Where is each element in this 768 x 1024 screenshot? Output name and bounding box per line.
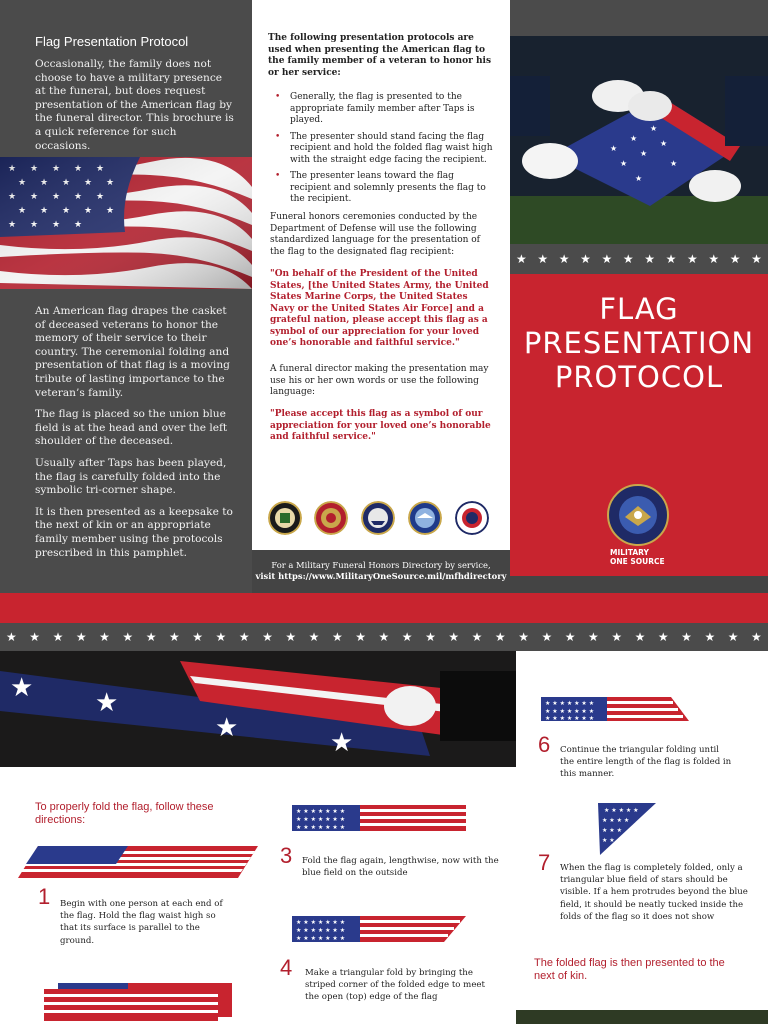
svg-text:★ ★ ★ ★ ★ ★ ★: ★ ★ ★ ★ ★ ★ ★ <box>545 708 595 715</box>
footer-line: For a Military Funeral Honors Directory by service, <box>271 560 491 570</box>
bullet-icon: • <box>275 131 281 142</box>
cover-title-line: PRESENTATION <box>523 326 755 360</box>
directory-footer <box>252 560 510 582</box>
svg-text:★: ★ <box>620 159 628 168</box>
svg-text:★ ★ ★ ★ ★ ★ ★: ★ ★ ★ ★ ★ ★ ★ <box>296 919 346 926</box>
completed-triangle-flag-illustration <box>598 803 656 855</box>
star-band-right: ★ ★ ★ ★ ★ ★ ★ ★ ★ ★ ★ ★ <box>510 244 768 274</box>
department-of-defense-seal-icon <box>607 484 669 546</box>
air-force-seal-icon <box>408 501 442 535</box>
svg-text:★: ★ <box>670 159 678 168</box>
dod-paragraph: Funeral honors ceremonies conducted by the Department of Defense will use the following standardized language for the presentation of the flag to the designated flag recipient: <box>270 212 481 257</box>
step-number: 1 <box>38 884 51 909</box>
navy-seal-icon <box>361 501 395 535</box>
star-band-full: ★ ★ ★ ★ ★ ★ ★ ★ ★ ★ ★ ★ ★ ★ ★ ★ ★ ★ ★ ★ ★ ★ ★ ★ ★ ★ ★ ★ ★ ★ ★ ★ ★ <box>0 623 768 651</box>
red-divider-band <box>0 593 768 623</box>
marine-corps-seal-icon <box>314 501 348 535</box>
director-quote: "Please accept this flag as a symbol of our appreciation for your loved one’s honorable and faithful service." <box>270 409 491 442</box>
army-seal-icon <box>268 501 302 535</box>
step-text: When the flag is completely folded, only a triangular blue field of stars should be visible. If a hem protrudes beyond the blue field, it should be neatly tucked inside the folds of the flag so it does not show <box>560 863 748 922</box>
svg-text:★: ★ <box>610 144 618 153</box>
cover-title <box>510 292 768 394</box>
svg-text:★ ★ ★ ★ ★ ★ ★: ★ ★ ★ ★ ★ ★ ★ <box>296 824 346 831</box>
step-number: 7 <box>538 850 551 875</box>
half-folded-flag-illustration <box>44 983 232 1021</box>
svg-text:★ ★ ★ ★ ★ ★ ★: ★ ★ ★ ★ ★ ★ ★ <box>545 700 595 707</box>
final-note: The folded flag is then presented to the next of kin. <box>534 957 725 982</box>
svg-text:★ ★ ★ ★ ★ ★ ★: ★ ★ ★ ★ ★ ★ ★ <box>296 927 346 934</box>
flag-folding-photo <box>0 651 516 767</box>
step-number: 6 <box>538 732 551 757</box>
right-top-strip <box>510 0 768 36</box>
svg-text:★: ★ <box>10 673 34 703</box>
left-intro: Occasionally, the family does not choose to have a military presence at the funeral, but does request presentation of the American flag by the funeral director. This brochure is a quick reference for such occasions. <box>35 58 234 152</box>
continued-fold-flag-illustration <box>541 697 689 721</box>
svg-text:★ ★ ★ ★ ★ ★ ★: ★ ★ ★ ★ ★ ★ ★ <box>296 935 346 942</box>
protocol-intro: The following presentation protocols are used when presenting the American flag to the family member of a veteran to honor his or her service: <box>268 33 492 78</box>
svg-text:★: ★ <box>215 713 239 743</box>
cover-title-line: PROTOCOL <box>554 360 724 394</box>
step-text: Fold the flag again, lengthwise, now with the blue field on the outside <box>302 856 499 879</box>
svg-text:★ ★ ★: ★ ★ ★ <box>602 827 622 834</box>
svg-text:★: ★ <box>650 124 658 133</box>
svg-text:★: ★ <box>635 174 643 183</box>
list-item: • Generally, the flag is presented to the appropriate family member after Taps is played. <box>275 92 475 125</box>
svg-text:★ ★ ★ ★ ★ ★ ★: ★ ★ ★ ★ ★ ★ ★ <box>296 808 346 815</box>
svg-text:★: ★ <box>95 688 119 718</box>
left-body <box>35 305 240 568</box>
svg-text:★ ★ ★ ★ ★ ★ ★: ★ ★ ★ ★ ★ ★ ★ <box>545 715 595 721</box>
military-onesource-logo: MILITARY ONE SOURCE <box>610 548 665 566</box>
step-number: 3 <box>280 843 293 868</box>
list-item: • The presenter should stand facing the flag recipient and hold the folded flag waist high with the straight edge facing the recipient. <box>275 131 493 165</box>
step-text: Make a triangular fold by bringing the striped corner of the folded edge to meet the open (top) edge of the flag <box>305 968 485 1003</box>
svg-text:★: ★ <box>330 728 354 758</box>
director-paragraph: A funeral director making the presentation may use his or her own words or use the following language: <box>270 364 489 397</box>
bottom-photo-edge <box>516 1010 768 1024</box>
list-item: • The presenter leans toward the flag recipient and solemnly presents the flag to the recipient. <box>275 171 486 204</box>
svg-text:★: ★ <box>630 134 638 143</box>
left-paragraph: The flag is placed so the union blue field is at the head and over the left shoulder of the deceased. <box>35 408 228 448</box>
flat-flag-illustration <box>18 846 258 878</box>
cover-title-line: FLAG <box>599 292 679 326</box>
svg-text:★ ★ ★ ★: ★ ★ ★ ★ <box>602 817 630 824</box>
fold-directions-heading: To properly fold the flag, follow these directions: <box>35 801 214 826</box>
coast-guard-seal-icon <box>455 501 489 535</box>
step-number: 4 <box>280 955 293 980</box>
triangular-fold-flag-illustration <box>292 916 466 942</box>
step-text: Begin with one person at each end of the flag. Hold the flag waist high so that its surface is parallel to the ground. <box>60 899 223 946</box>
svg-text:★: ★ <box>640 149 648 158</box>
footer-link[interactable]: visit https://www.MilitaryOneSource.mil/mfhdirectory <box>255 571 507 581</box>
waving-flag-photo <box>0 157 252 289</box>
left-paragraph: An American flag drapes the casket of deceased veterans to honor the memory of their service to their country. The ceremonial folding and presentation of that flag is a moving tribute of lasting importance to the veteran’s family. <box>35 305 230 399</box>
svg-text:★: ★ <box>660 139 668 148</box>
svg-text:★ ★ ★ ★ ★ ★ ★: ★ ★ ★ ★ ★ ★ ★ <box>296 816 346 823</box>
bullet-icon: • <box>275 92 281 102</box>
svg-text:★ ★ ★ ★ ★: ★ ★ ★ ★ ★ <box>604 807 639 814</box>
svg-text:★ ★: ★ ★ <box>602 837 615 844</box>
dod-quote: "On behalf of the President of the United States, [the United States Army, the United States Marine Corps, the United States Navy or the United States Air Force] and a grateful nation, please accept this flag as a symbol of our appreciation for your loved one’s honorable and faithful service." <box>270 269 489 348</box>
lengthwise-folded-flag-illustration <box>292 805 466 831</box>
folded-flag-hands-photo <box>510 36 768 244</box>
left-paragraph: It is then presented as a keepsake to the next of kin or an appropriate family member using the protocols prescribed in this pamphlet. <box>35 505 233 559</box>
protocol-list <box>270 92 495 211</box>
bullet-icon: • <box>275 171 281 181</box>
left-title: Flag Presentation Protocol <box>35 34 189 49</box>
step-text: Continue the triangular folding until the entire length of the flag is folded in this manner. <box>560 745 732 780</box>
left-paragraph: Usually after Taps has been played, the flag is carefully folded into the symbolic tri-corner shape. <box>35 456 227 497</box>
